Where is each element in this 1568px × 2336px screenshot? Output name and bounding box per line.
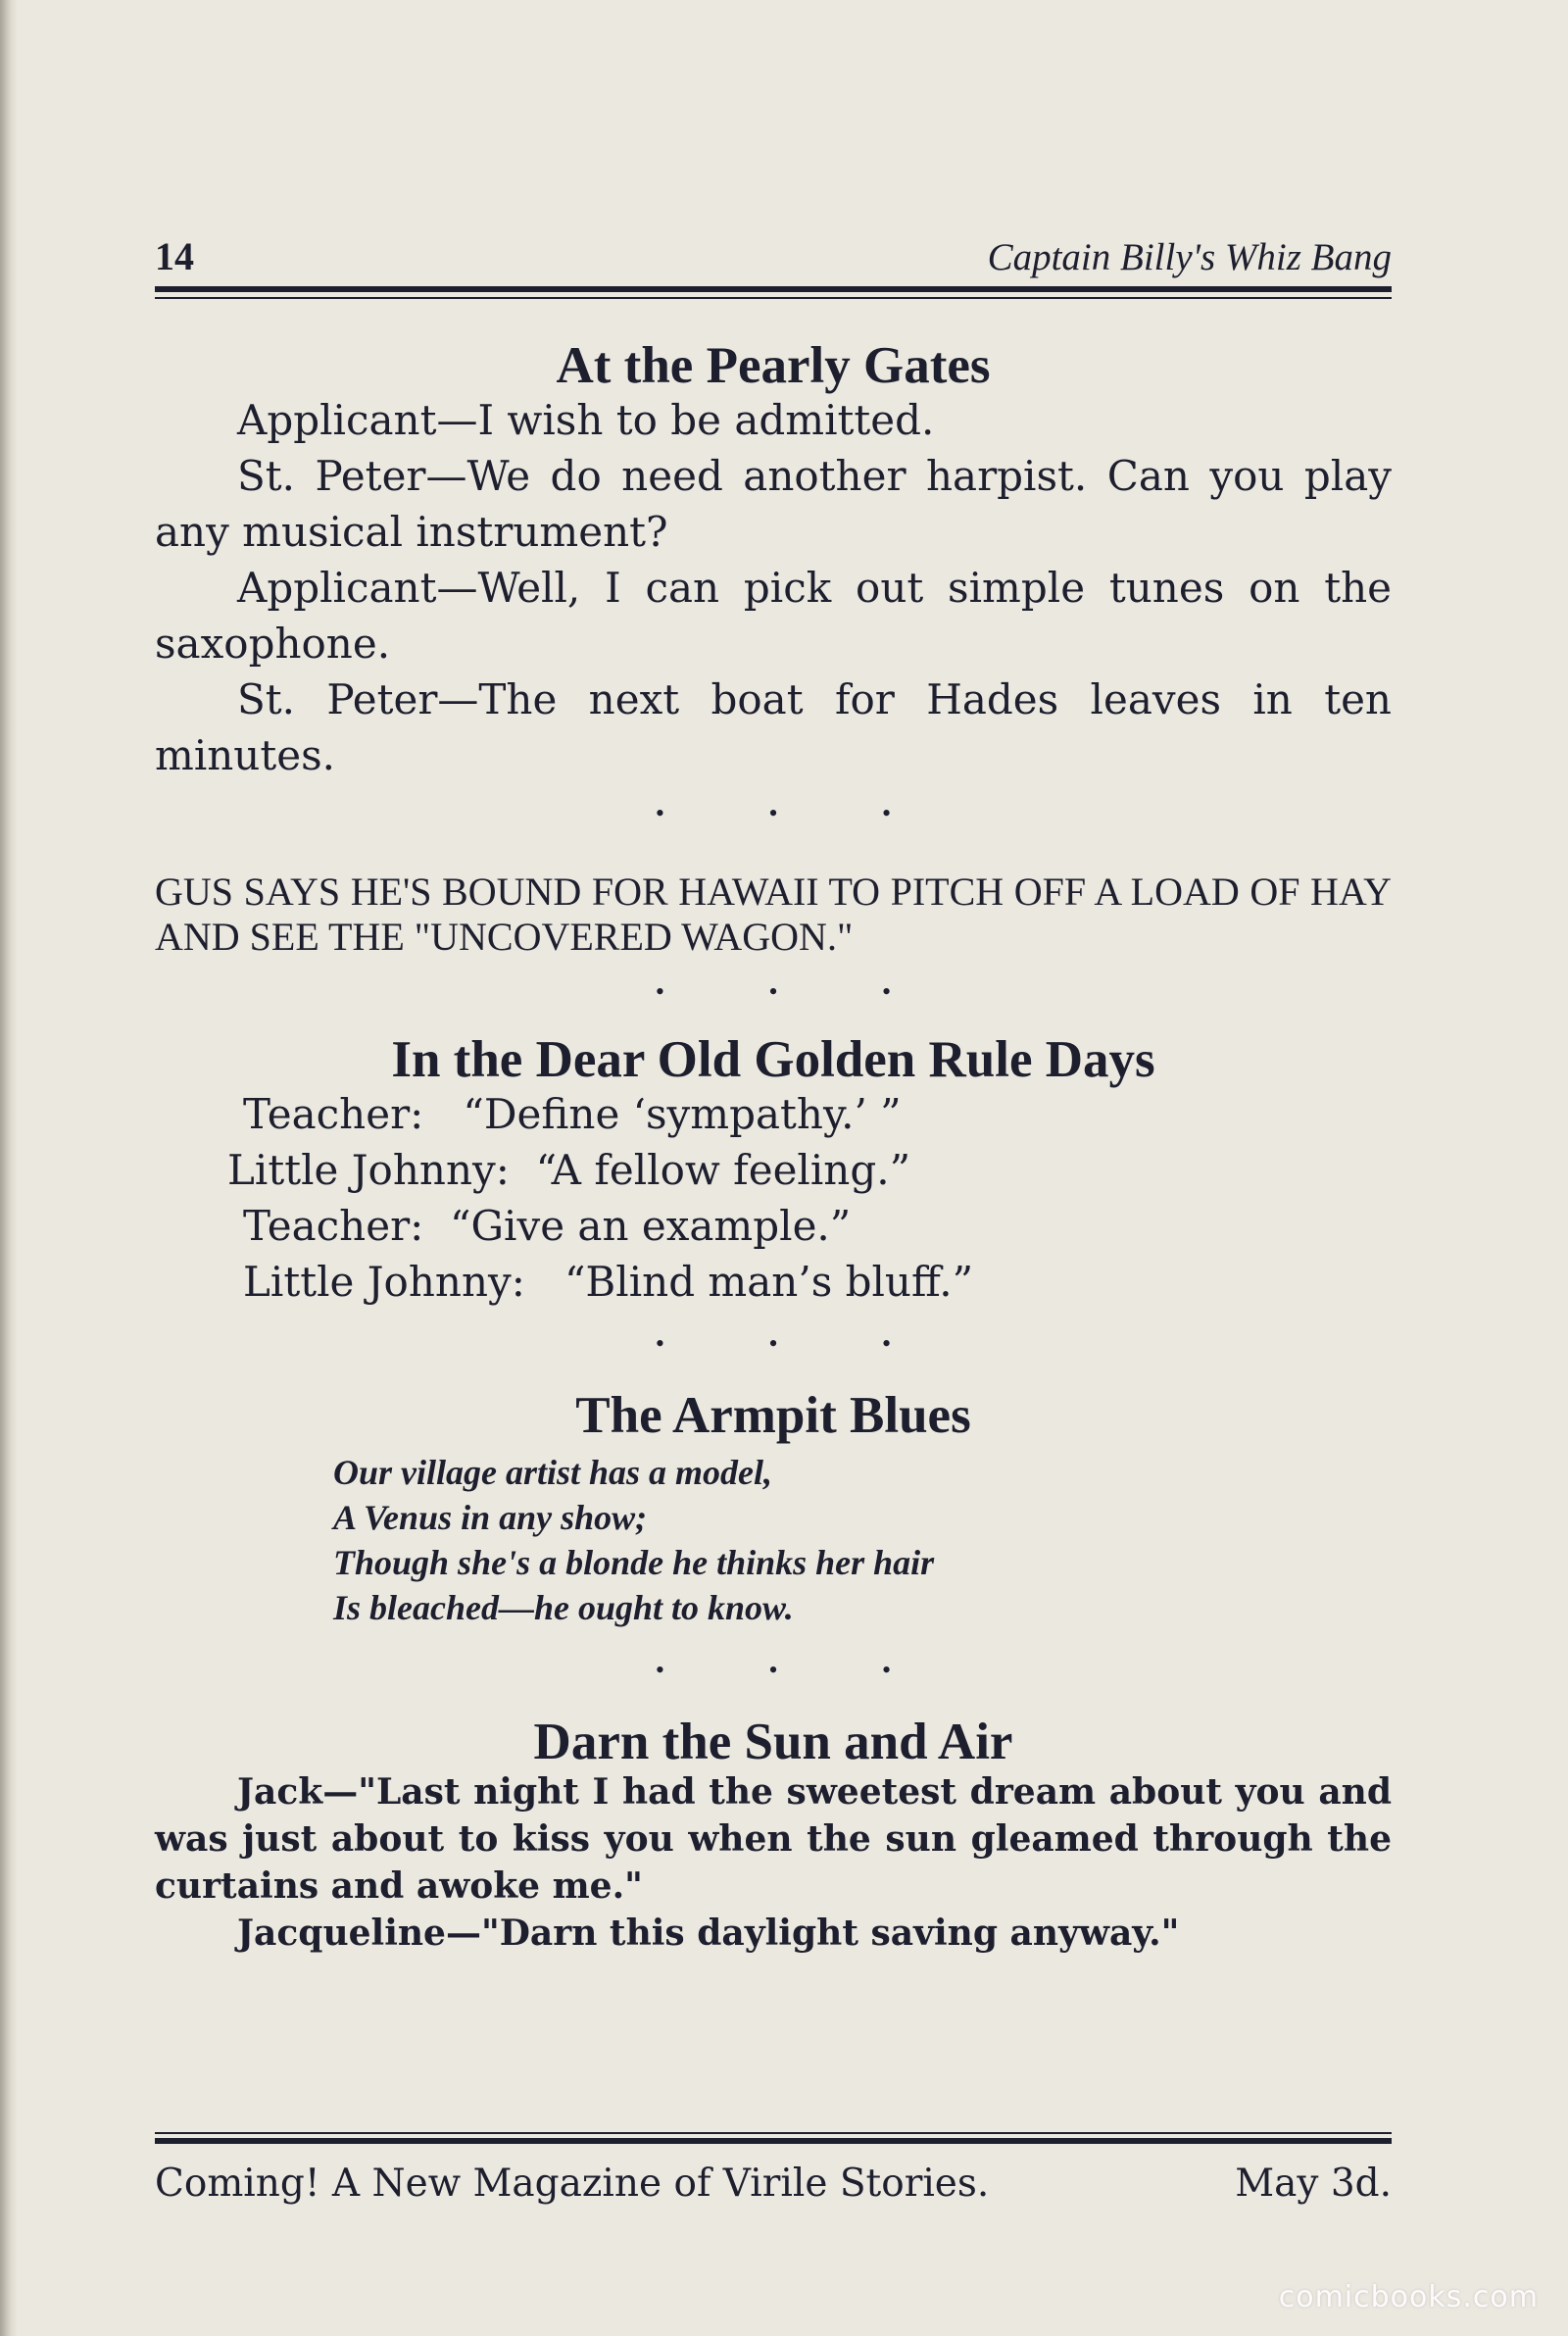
story-paragraph: Applicant—Well, I can pick out simple tunes on the saxophone. [155,564,1392,668]
story-title-pearly-gates: At the Pearly Gates [556,337,991,394]
section-separator: • • • [655,1329,941,1358]
running-head [155,227,1392,276]
story-title-armpit-blues: The Armpit Blues [575,1387,971,1444]
dialog-line [155,1198,1392,1254]
story-title-darn-the-sun: Darn the Sun and Air [533,1714,1013,1770]
page-content [155,227,1392,1957]
dialog-block [155,1086,1392,1310]
story-paragraph: Jacqueline—"Darn this daylight saving anyway." [237,1913,1180,1954]
speaker: Teacher: [243,1202,424,1250]
verse-line: Our village artist has a model, [333,1453,773,1492]
dialog-text: “Blind man’s bluff.” [564,1258,974,1306]
watermark: comicbooks.com [1278,2280,1539,2314]
footer-advert: Coming! A New Magazine of Virile Stories. [155,2162,990,2206]
dialog-line [155,1254,1392,1310]
magazine-title: Captain Billy's Whiz Bang [987,236,1392,278]
footer-date: May 3d. [1235,2162,1392,2206]
joke-gus-hawaii: GUS SAYS HE'S BOUND FOR HAWAII TO PITCH OFF A LOAD OF HAY AND SEE THE "UNCOVERED WAGON." [155,870,1392,959]
speaker: Little Johnny: [243,1258,525,1306]
footer-rule [155,2132,1392,2144]
poem-verse [333,1450,1392,1630]
verse-line: Is bleached—he ought to know. [333,1588,794,1627]
section-separator: • • • [655,977,941,1006]
dialog-line [155,1142,1392,1198]
section-separator: • • • [655,1656,941,1684]
story-paragraph: St. Peter—We do need another harpist. Can you play any musical instrument? [155,452,1392,556]
story-paragraph: Jack—"Last night I had the sweetest dream about you and was just about to kiss you when the sun gleamed through the curtains and awoke me." [155,1771,1392,1907]
dialog-line [155,1086,1392,1142]
verse-line: Though she's a blonde he thinks her hair [333,1543,935,1582]
page-number: 14 [155,234,194,278]
story-paragraph: Applicant—I wish to be admitted. [237,396,935,444]
story-paragraph: St. Peter—The next boat for Hades leaves in ten minutes. [155,675,1392,779]
header-rule [155,286,1392,299]
dialog-text: “Define ‘sympathy.’ ” [463,1090,902,1138]
speaker: Teacher: [243,1090,424,1138]
dialog-text: “Give an example.” [450,1202,852,1250]
page-footer [155,2162,1392,2206]
dialog-text: “A fellow feeling.” [535,1146,911,1194]
section-separator: • • • [655,799,941,827]
verse-line: A Venus in any show; [333,1498,648,1537]
story-title-golden-rule: In the Dear Old Golden Rule Days [391,1031,1155,1088]
speaker: Little Johnny: [227,1146,510,1194]
